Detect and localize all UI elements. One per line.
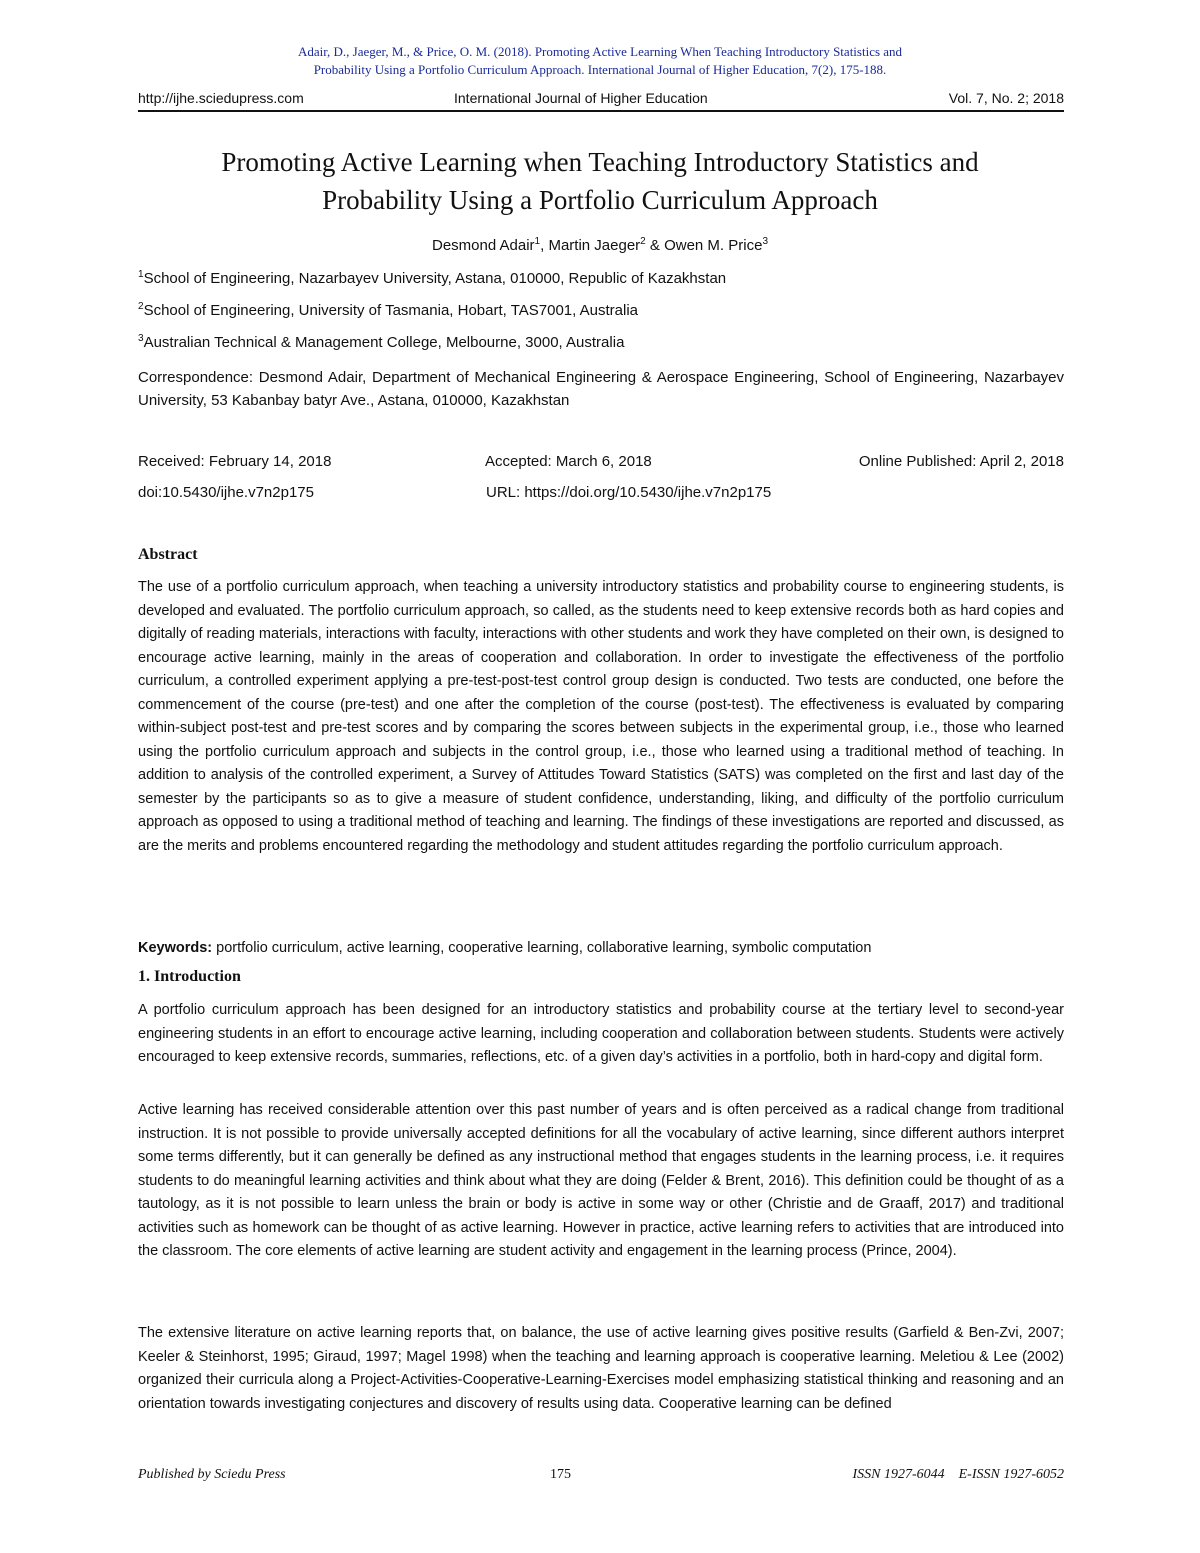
abstract-heading: Abstract xyxy=(138,546,198,563)
intro-paragraph-2: Active learning has received considerable attention over this past number of years and is often perceived as a radical change from traditional instruction. It is not possible to provide universally accepted definitions for all the vocabulary of active learning, since different authors interpret some terms differently, but it can generally be defined as any instructional method that engages students in the learning process, i.e. it requires students to do meaningful learning activities and think about what they are doing (Felder & Brent, 2016). This definition could be thought of as a tautology, as it is not possible to learn unless the brain or body is active in some way or other (Christie and de Graaff, 2017) and traditional activities such as homework can be thought of as active learning. However in practice, active learning refers to activities that are introduced into the classroom. The core elements of active learning are student activity and engagement in the learning process (Prince, 2004). xyxy=(138,1102,1064,1259)
doi: doi:10.5430/ijhe.v7n2p175 xyxy=(138,484,314,501)
affiliation-text: School of Engineering, University of Tasmania, Hobart, TAS7001, Australia xyxy=(143,302,638,319)
affiliation xyxy=(138,269,1064,289)
keywords-text: portfolio curriculum, active learning, cooperative learning, collaborative learning, symbolic computation xyxy=(212,940,872,956)
author-affiliation-mark: 2 xyxy=(640,236,646,247)
received-date: Received: February 14, 2018 xyxy=(138,453,332,470)
intro-paragraph-1: A portfolio curriculum approach has been designed for an introductory statistics and probability course at the tertiary level to second-year engineering students in an effort to encourage active learning, including cooperation and collaboration between students. Students were actively encouraged to keep extensive records, summaries, reflections, etc. of a given day’s activities in a portfolio, both in hard-copy and digital form. xyxy=(138,1002,1064,1065)
journal-name: International Journal of Higher Education xyxy=(454,90,708,106)
header-divider xyxy=(138,110,1064,112)
correspondence: Correspondence: Desmond Adair, Department of Mechanical Engineering & Aerospace Engineering, School of Engineering, Nazarbayev University, 53 Kabanbay batyr Ave., Astana, 010000, Kazakhstan xyxy=(138,369,1064,409)
page-number: 175 xyxy=(550,1467,571,1482)
abstract-text: The use of a portfolio curriculum approach, when teaching a university introductory statistics and probability course to engineering students, is developed and evaluated. The portfolio curriculum approach, so called, as the students need to keep extensive records both as hard copies and digitally of reading materials, interactions with faculty, interactions with other students and work they have completed on their own, is designed to encourage active learning, mainly in the areas of cooperation and collaboration. In order to investigate the effectiveness of the portfolio curriculum, a controlled experiment applying a pre-test-post-test control group design is conducted. Two tests are conducted, one before the commencement of the course (pre-test) and one after the completion of the course (post-test). The effectiveness is evaluated by comparing within-subject post-test and pre-test scores and by comparing the scores between subjects in the experimental group, i.e., those who learned using the portfolio curriculum approach and subjects in the control group, i.e., those who learned using a traditional method of teaching. In addition to analysis of the controlled experiment, a Survey of Attitudes Toward Statistics (SATS) was completed on the first and last day of the semester by the participants so as to give a measure of student confidence, understanding, liking, and difficulty of the portfolio curriculum approach as opposed to using a traditional method of teaching and learning. The findings of these investigations are reported and discussed, as are the merits and problems encountered regarding the methodology and student attitudes regarding the portfolio curriculum approach. xyxy=(138,579,1064,854)
keywords-label: Keywords: xyxy=(138,940,213,956)
author-separator: , xyxy=(540,237,549,254)
affiliation-text: School of Engineering, Nazarbayev University, Astana, 010000, Republic of Kazakhstan xyxy=(143,270,727,287)
page-footer xyxy=(138,1467,1064,1487)
volume-issue: Vol. 7, No. 2; 2018 xyxy=(948,90,1064,106)
issn: ISSN 1927-6044 E-ISSN 1927-6052 xyxy=(852,1467,1064,1482)
author-separator: & xyxy=(645,237,665,254)
publisher: Published by Sciedu Press xyxy=(138,1467,286,1482)
affiliation-mark: 1 xyxy=(138,269,144,280)
affiliation-text: Australian Technical & Management College, Melbourne, 3000, Australia xyxy=(143,334,625,351)
intro-paragraph-3: The extensive literature on active learning reports that, on balance, the use of active learning gives positive results (Garfield & Ben-Zvi, 2007; Keeler & Steinhorst, 1995; Giraud, 1997; Magel 1998) when the teaching and learning approach is cooperative learning. Meletiou & Lee (2002) organized their curricula along a Project-Activities-Cooperative-Learning-Exercises model emphasizing statistical thinking and reasoning and an orientation towards investigating conjectures and discovery of results using data. Cooperative learning can be defined xyxy=(138,1325,1064,1412)
journal-url[interactable]: http://ijhe.sciedupress.com xyxy=(138,90,304,106)
affiliation xyxy=(138,301,1064,321)
affiliation xyxy=(138,333,1064,353)
author-affiliation-mark: 1 xyxy=(534,236,541,247)
accepted-date: Accepted: March 6, 2018 xyxy=(485,453,652,470)
author-name: Owen M. Price xyxy=(664,237,763,254)
doi-row xyxy=(138,484,1064,506)
doi-url[interactable]: URL: https://doi.org/10.5430/ijhe.v7n2p175 xyxy=(486,484,772,501)
affiliation-mark: 2 xyxy=(138,301,144,312)
citation-line-1: Adair, D., Jaeger, M., & Price, O. M. (2018). Promoting Active Learning When Teaching Introductory Statistics and xyxy=(297,44,903,59)
citation-line-2: Probability Using a Portfolio Curriculum Approach. International Journal of Higher Education, 7(2), 175-188. xyxy=(313,62,887,77)
section-heading: 1. Introduction xyxy=(138,968,241,985)
title-line-1: Promoting Active Learning when Teaching Introductory Statistics and xyxy=(221,147,979,177)
citation-header xyxy=(140,43,1060,79)
keywords xyxy=(138,937,1064,959)
author-list xyxy=(140,237,1060,254)
running-head xyxy=(138,90,1064,110)
publication-dates xyxy=(138,453,1064,475)
title-line-2: Probability Using a Portfolio Curriculum Approach xyxy=(322,185,878,215)
paper-title xyxy=(120,143,1080,219)
author-affiliation-mark: 3 xyxy=(762,236,768,247)
author-name: Desmond Adair xyxy=(431,237,535,254)
online-date: Online Published: April 2, 2018 xyxy=(858,453,1064,470)
affiliation-mark: 3 xyxy=(138,333,144,344)
author-name: Martin Jaeger xyxy=(548,237,641,254)
